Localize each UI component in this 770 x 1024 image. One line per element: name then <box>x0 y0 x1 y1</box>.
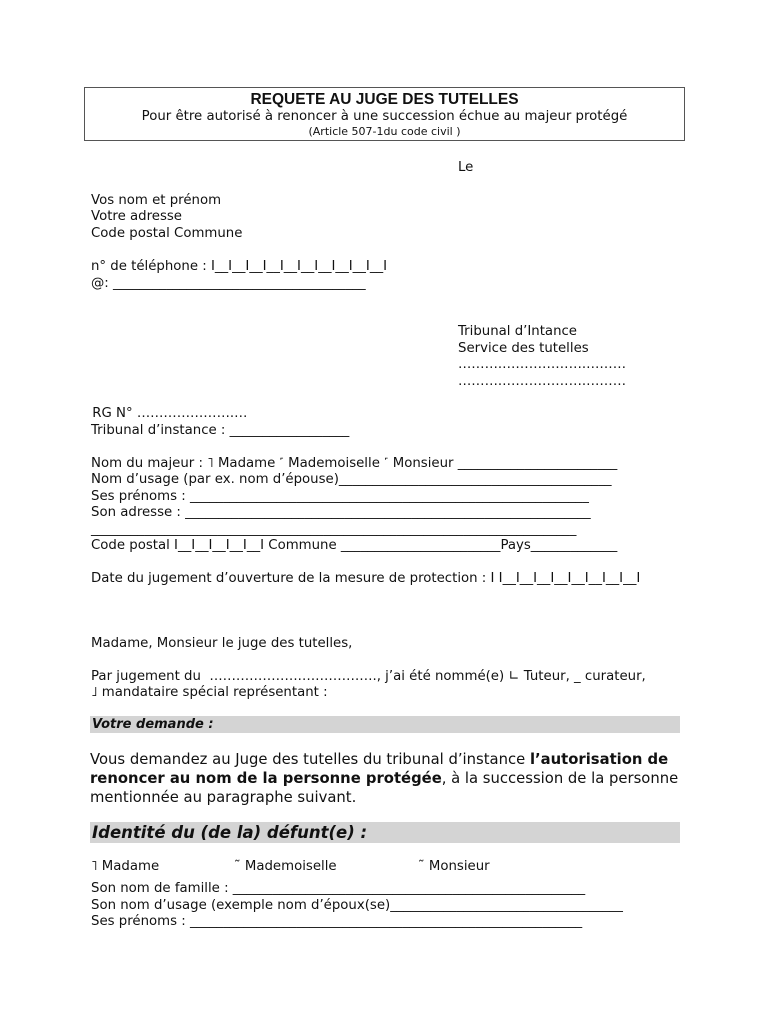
date-label: Le <box>458 160 474 175</box>
salutation: Madame, Monsieur le juge des tutelles, <box>91 636 353 651</box>
recipient-line-1: Tribunal d’Intance <box>458 324 577 339</box>
defunt-prenoms-field[interactable]: Ses prénoms : ___________________________________________________________ <box>91 914 583 929</box>
sender-name: Vos nom et prénom <box>91 193 222 208</box>
majeur-nom-field[interactable]: Nom du majeur : ˥ Madame ˹ Mademoiselle ˹ Monsieur ________________________ <box>91 456 618 471</box>
section-demande-bar <box>90 716 680 733</box>
nomination-line-2[interactable]: ˩ mandataire spécial représentant : <box>91 685 328 700</box>
section-demande-heading: Votre demande : <box>92 717 214 732</box>
document-subtitle: Pour être autorisé à renoncer à une succession échue au majeur protégé <box>141 109 628 124</box>
nomination-line-1[interactable]: Par jugement du ……….……….….……….…., j’ai été nommé(e) ∟ Tuteur, _ curateur, <box>91 669 646 684</box>
rg-number-field[interactable]: RG N° ………………….… <box>88 406 248 421</box>
sender-email-field[interactable]: @: ______________________________________ <box>91 276 366 291</box>
demande-text-2: , à la succession de la personne mentionnée au paragraphe suivant. <box>90 770 679 806</box>
recipient-line-3[interactable]: ……….……………….……… <box>458 357 627 372</box>
recipient-line-2: Service des tutelles <box>458 341 589 356</box>
jugement-date-field[interactable]: Date du jugement d’ouverture de la mesure de protection : I I__I__I__I__I__I__I__I__I <box>91 571 641 586</box>
defunt-nom-usage-field[interactable]: Son nom d’usage (exemple nom d’époux(se)___________________________________ <box>91 898 623 913</box>
section-defunt-heading: Identité du (de la) défunt(e) : <box>92 823 368 842</box>
demande-paragraph <box>90 750 680 807</box>
tribunal-field[interactable]: Tribunal d’instance : __________________ <box>91 423 350 438</box>
article-reference: (Article 507-1du code civil ) <box>308 125 461 138</box>
section-defunt-bar <box>90 822 680 843</box>
sender-address: Votre adresse <box>91 209 182 224</box>
document-title: REQUETE AU JUGE DES TUTELLES <box>250 91 519 108</box>
recipient-line-4[interactable]: ……….……………….……… <box>458 374 627 389</box>
title-box <box>84 87 685 141</box>
sender-phone-field[interactable]: n° de téléphone : I__I__I__I__I__I__I__I__I__I__I <box>91 259 388 274</box>
majeur-prenoms-field[interactable]: Ses prénoms : ____________________________________________________________ <box>91 489 589 504</box>
majeur-adresse-line-2[interactable]: _________________________________________________________________________ <box>91 522 577 537</box>
civility-monsieur-option[interactable]: ˜ Monsieur <box>418 859 490 874</box>
demande-text-1: Vous demandez au Juge des tutelles du tribunal d’instance <box>90 751 530 768</box>
majeur-postal-field[interactable]: Code postal I__I__I__I__I__I Commune ________________________Pays_____________ <box>91 538 618 553</box>
majeur-usage-field[interactable]: Nom d’usage (par ex. nom d’épouse)_________________________________________ <box>91 472 612 487</box>
majeur-adresse-field[interactable]: Son adresse : _____________________________________________________________ <box>91 505 591 520</box>
civility-mademoiselle-option[interactable]: ˜ Mademoiselle <box>234 859 337 874</box>
sender-postal: Code postal Commune <box>91 226 243 241</box>
defunt-nom-famille-field[interactable]: Son nom de famille : _____________________________________________________ <box>91 881 586 896</box>
demande-text-bold: l’autorisation de renoncer au nom de la personne protégée <box>90 751 669 787</box>
civility-madame-option[interactable]: ˥ Madame <box>91 859 160 874</box>
